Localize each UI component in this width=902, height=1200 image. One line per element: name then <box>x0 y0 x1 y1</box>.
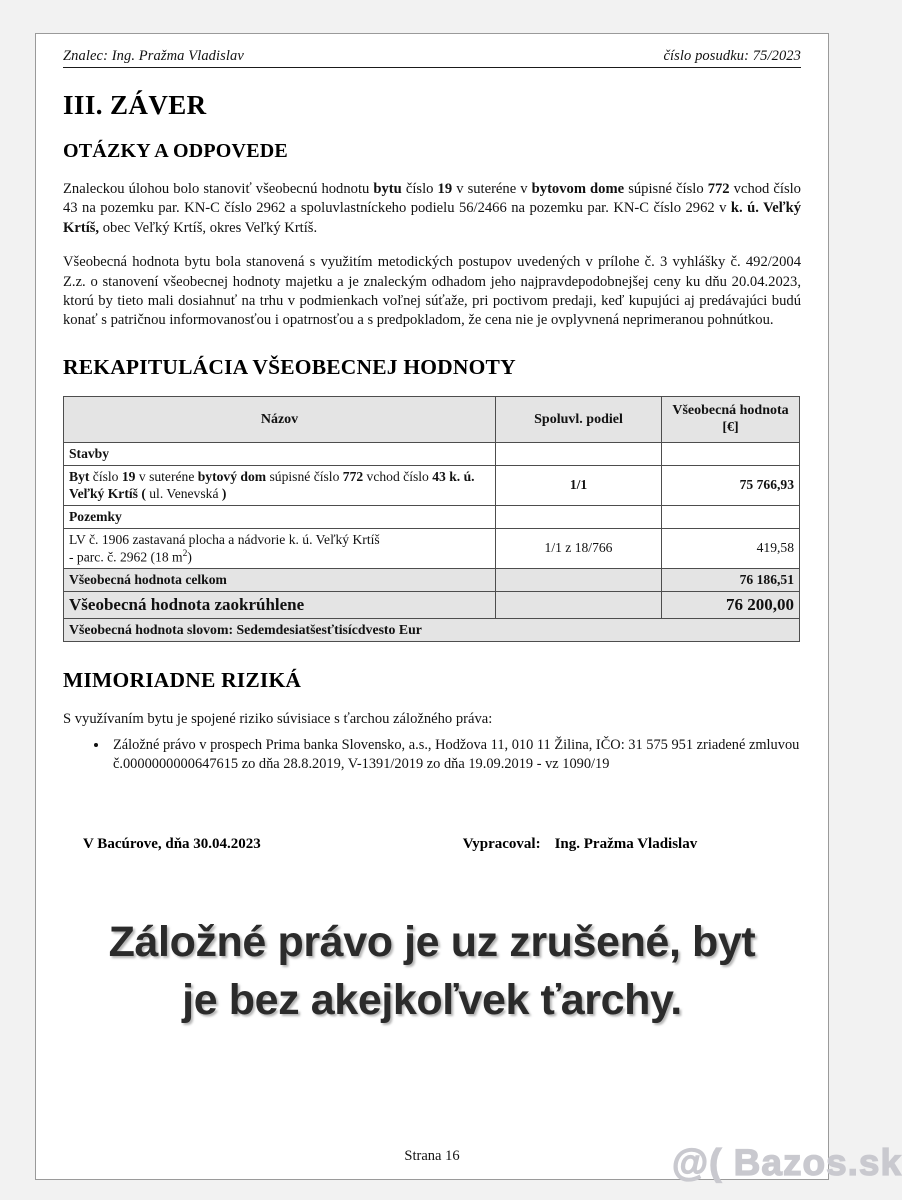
cell-amount-in-words: Všeobecná hodnota slovom: Sedemdesiatšesťtisícdvesto Eur <box>64 619 800 642</box>
cell-label-total: Všeobecná hodnota celkom <box>64 569 496 592</box>
cell-value-land: 419,58 <box>662 528 800 569</box>
cell-flat-description <box>64 465 496 505</box>
recapitulation-table <box>63 396 800 642</box>
table-row-rounded-total <box>64 592 800 619</box>
table-row-total <box>64 569 800 592</box>
flat-text-4: vchod číslo <box>363 468 433 484</box>
paragraph-risk-intro: S využívaním bytu je spojené riziko súvisiace s ťarchou záložného práva: <box>63 711 493 728</box>
flat-bold-5: 43 k. ú. Veľký Krtíš ( <box>69 468 475 502</box>
cell-value-empty-2 <box>662 505 800 528</box>
subsection-title-risks: MIMORIADNE RIZIKÁ <box>63 668 302 693</box>
cell-category-buildings: Stavby <box>64 442 496 465</box>
flat-bold-2: 19 <box>121 468 136 484</box>
signature-place-date: V Bacúrove, dňa 30.04.2023 <box>83 836 261 853</box>
p1-bold-1: bytu <box>373 181 402 197</box>
land-line-2-pre: - parc. č. 2962 (18 m <box>69 549 183 565</box>
cell-land-description <box>64 528 496 569</box>
flat-text-5: ul. Venevská <box>145 486 222 502</box>
paragraph-task-description <box>63 180 801 238</box>
section-title-conclusion: III. ZÁVER <box>63 90 207 120</box>
cell-value-rounded: 76 200,00 <box>662 592 800 619</box>
cell-value-total: 76 186,51 <box>662 569 800 592</box>
flat-text-1: číslo <box>89 468 122 484</box>
prepared-by-name: Ing. Pražma Vladislav <box>554 836 698 853</box>
running-header <box>63 48 801 68</box>
cell-value-flat: 75 766,93 <box>662 465 800 505</box>
annotation-line-2: je bez akejkoľvek ťarchy. <box>182 976 682 1025</box>
table-row <box>64 528 800 569</box>
flat-bold-6: ) <box>221 486 227 502</box>
signature-row <box>63 836 801 853</box>
p1-text-1: Znaleckou úlohou bolo stanoviť všeobecnú hodnotu <box>63 181 374 197</box>
table-row <box>64 442 800 465</box>
header-expert-name: Znalec: Ing. Pražma Vladislav <box>63 48 244 64</box>
land-line-2-superscript: 2 <box>182 549 188 560</box>
p1-bold-3: bytovom dome <box>531 181 625 197</box>
cell-share-flat: 1/1 <box>496 465 662 505</box>
table-row-amount-in-words <box>64 619 800 642</box>
page-footer <box>36 1148 828 1165</box>
land-line-1: LV č. 1906 zastavaná plocha a nádvorie k. ú. Veľký Krtíš <box>69 531 380 547</box>
handwritten-annotation <box>63 913 801 1029</box>
land-line-2-post: ) <box>187 549 192 565</box>
cell-category-land: Pozemky <box>64 505 496 528</box>
cell-value-empty-1 <box>662 442 800 465</box>
signature-prepared-by <box>463 836 697 853</box>
subsection-title-questions: OTÁZKY A ODPOVEDE <box>63 140 288 162</box>
header-report-number: číslo posudku: 75/2023 <box>663 48 801 64</box>
page-content <box>63 48 801 1029</box>
subsection-title-recapitulation: REKAPITULÁCIA VŠEOBECNEJ HODNOTY <box>63 354 516 379</box>
risk-list <box>63 736 801 775</box>
p1-text-5: vchod číslo 43 na pozemku par. KN-C číslo 2962 a spoluvlastníckeho podielu 56/2466 na pozemku par. KN-C číslo 2962 v <box>63 181 801 217</box>
prepared-by-label: Vypracoval: <box>462 836 541 853</box>
column-header-value: Všeobecná hodnota [€] <box>662 396 800 442</box>
p1-text-2: číslo <box>401 181 438 197</box>
annotation-line-1: Záložné právo je uz zrušené, byt <box>108 918 756 967</box>
p1-text-4: súpisné číslo <box>624 181 708 197</box>
p1-text-3: v suteréne v <box>452 181 532 197</box>
flat-bold-1: Byt <box>69 468 90 484</box>
cell-share-rounded <box>496 592 662 619</box>
document-page <box>35 33 829 1180</box>
cell-label-rounded: Všeobecná hodnota zaokrúhlene <box>64 592 496 619</box>
table-row <box>64 505 800 528</box>
cell-share-total <box>496 569 662 592</box>
cell-share-land: 1/1 z 18/766 <box>496 528 662 569</box>
column-header-name: Názov <box>64 396 496 442</box>
table-header-row <box>64 396 800 442</box>
cell-share-empty-2 <box>496 505 662 528</box>
flat-text-3: súpisné číslo <box>266 468 343 484</box>
table-row <box>64 465 800 505</box>
p1-bold-4: 772 <box>707 181 730 197</box>
column-header-share: Spoluvl. podiel <box>496 396 662 442</box>
list-item: • Záložné právo v prospech Prima banka Slovensko, a.s., Hodžova 11, 010 11 Žilina, IČO: 31 575 951 zriadené zmluvou č.0000000000647615 zo dňa 28.8.2019, V-1391/2019 zo dňa 19.09.2019 - vz 1090/19 <box>109 736 801 775</box>
flat-text-2: v suteréne <box>135 468 198 484</box>
p1-bold-5: k. ú. Veľký Krtíš, <box>63 200 801 236</box>
cell-share-empty-1 <box>496 442 662 465</box>
flat-bold-4: 772 <box>342 468 364 484</box>
flat-bold-3: bytový dom <box>197 468 267 484</box>
paragraph-valuation-method: Všeobecná hodnota bytu bola stanovená s využitím metodických postupov uvedených v prílohe č. 3 vyhlášky č. 492/2004 Z.z. o stanovení všeobecnej hodnoty majetku a je znaleckým odhadom jeho najpravdepodobnejšej ceny ku dňu 20.04.2023, ktorú by tieto mali dosiahnuť na trhu v podmienkach voľnej súťaže, pri poctivom predaji, keď kupujúci aj predávajúci budú konať s patričnou informovanosťou i opatrnosťou a s predpokladom, že cena nie je ovplyvnená neprimeranou pohnútkou. <box>63 254 801 329</box>
p1-bold-2: 19 <box>437 181 453 197</box>
p1-text-6: obec Veľký Krtíš, okres Veľký Krtíš. <box>99 219 318 236</box>
page-number-label: Strana 16 <box>404 1148 460 1164</box>
